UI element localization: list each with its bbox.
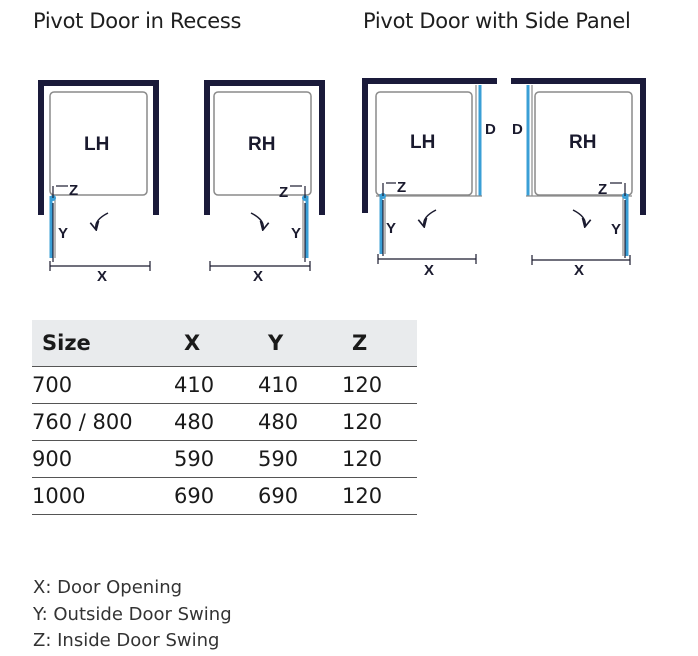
table-header-row	[32, 320, 417, 367]
cell-size: 1000	[32, 478, 174, 515]
table-row	[32, 367, 417, 404]
wall-top	[204, 80, 325, 86]
label-z: Z	[279, 184, 289, 201]
pivot-door-diagrams	[0, 0, 698, 300]
header-z: Z	[342, 320, 417, 367]
header-x: X	[174, 320, 258, 367]
wall-top	[362, 78, 497, 84]
label-y: Y	[386, 220, 397, 237]
swing-arrow	[573, 210, 585, 226]
wall-right	[153, 80, 159, 215]
label-y: Y	[58, 225, 69, 242]
diagram-panel-lh	[362, 78, 497, 279]
label-x: X	[253, 268, 264, 285]
cell-z: 120	[342, 404, 417, 441]
legend-y: Y: Outside Door Swing	[33, 604, 232, 625]
legend-x: X: Door Opening	[33, 577, 183, 598]
table-row	[32, 441, 417, 478]
wall-right	[319, 80, 325, 215]
wall-left	[362, 78, 368, 213]
label-x: X	[424, 262, 435, 279]
label-d: D	[512, 121, 523, 138]
cell-x: 590	[174, 441, 258, 478]
heading-recess: Pivot Door in Recess	[33, 9, 242, 33]
label-y: Y	[291, 225, 302, 242]
cell-y: 410	[258, 367, 342, 404]
header-size: Size	[32, 320, 174, 367]
size-table	[32, 320, 417, 515]
legend-z: Z: Inside Door Swing	[33, 630, 220, 651]
wall-top	[38, 80, 159, 86]
cell-size: 760 / 800	[32, 404, 174, 441]
swing-arrow	[251, 213, 263, 229]
label-z: Z	[69, 182, 79, 199]
label-z: Z	[397, 179, 407, 196]
label-z: Z	[598, 181, 608, 198]
cell-x: 410	[174, 367, 258, 404]
cell-y: 690	[258, 478, 342, 515]
wall-left	[38, 80, 44, 215]
swing-arrow	[96, 213, 108, 229]
label-x: X	[574, 262, 585, 279]
cell-z: 120	[342, 367, 417, 404]
wall-right	[640, 78, 646, 215]
cell-y: 480	[258, 404, 342, 441]
cell-size: 700	[32, 367, 174, 404]
label-lh: LH	[410, 132, 436, 153]
label-x: X	[97, 268, 108, 285]
cell-x: 480	[174, 404, 258, 441]
cell-size: 900	[32, 441, 174, 478]
cell-z: 120	[342, 441, 417, 478]
swing-arrow	[424, 210, 436, 226]
cell-y: 590	[258, 441, 342, 478]
table-row	[32, 404, 417, 441]
label-rh: RH	[569, 132, 597, 153]
table-row	[32, 478, 417, 515]
label-rh: RH	[248, 134, 276, 155]
label-lh: LH	[84, 134, 110, 155]
wall-top	[511, 78, 646, 84]
cell-x: 690	[174, 478, 258, 515]
label-y: Y	[611, 221, 622, 238]
heading-side-panel: Pivot Door with Side Panel	[363, 9, 631, 33]
cell-z: 120	[342, 478, 417, 515]
wall-left	[204, 80, 210, 215]
header-y: Y	[258, 320, 342, 367]
diagram-recess-lh	[38, 80, 159, 285]
diagram-recess-rh	[204, 80, 325, 285]
diagram-panel-rh	[511, 78, 646, 279]
label-d: D	[485, 121, 496, 138]
